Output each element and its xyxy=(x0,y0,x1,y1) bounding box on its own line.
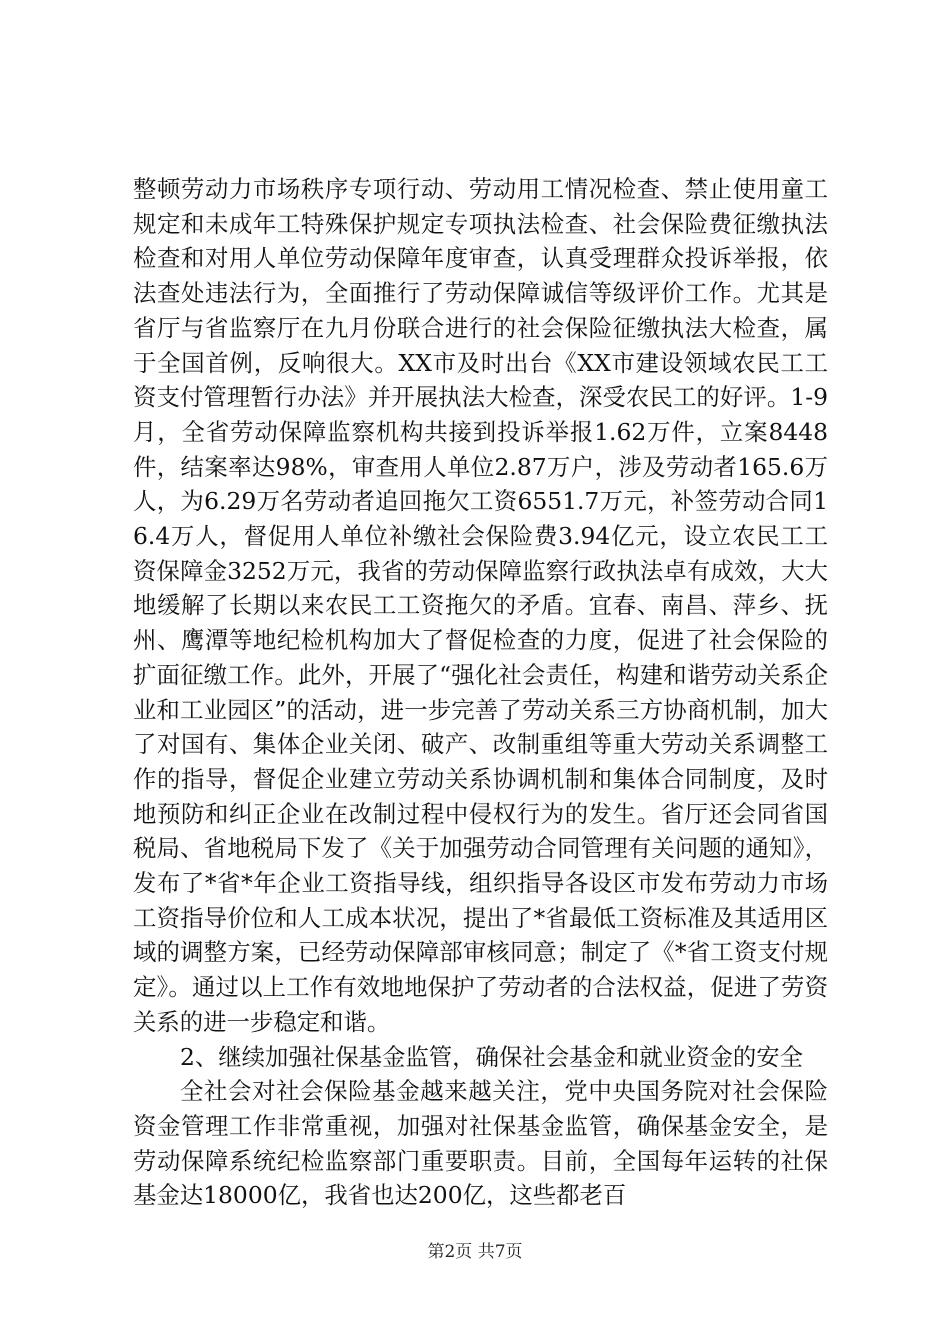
paragraph-labor-inspection: 整顿劳动力市场秩序专项行动、劳动用工情况检查、禁止使用童工规定和未成年工特殊保护规定专项执法检查、社会保险费征缴执法检查和对用人单位劳动保障年度审查，认真受理群众投诉举报，依法查处违法行为，全面推行了劳动保障诚信等级评价工作。尤其是省厅与省监察厅在九月份联合进行的社会保险征缴执法大检查，属于全国首例，反响很大。XX市及时出台《XX市建设领域农民工工资支付管理暂行办法》并开展执法大检查，深受农民工的好评。1-9月，全省劳动保障监察机构共接到投诉举报1.62万件，立案8448件，结案率达98%，审查用人单位2.87万户，涉及劳动者165.6万人，为6.29万名劳动者追回拖欠工资6551.7万元，补签劳动合同16.4万人，督促用人单位补缴社会保险费3.94亿元，设立农民工工资保障金3252万元，我省的劳动保障监察行政执法卓有成效，大大地缓解了长期以来农民工工资拖欠的矛盾。宜春、南昌、萍乡、抚州、鹰潭等地纪检机构加大了督促检查的力度，促进了社会保险的扩面征缴工作。此外，开展了“强化社会责任，构建和谐劳动关系企业和工业园区”的活动，进一步完善了劳动关系三方协商机制，加大了对国有、集体企业关闭、破产、改制重组等重大劳动关系调整工作的指导，督促企业建立劳动关系协调机制和集体合同制度，及时地预防和纠正企业在改制过程中侵权行为的发生。省厅还会同省国税局、省地税局下发了《关于加强劳动合同管理有关问题的通知》，发布了*省*年企业工资指导线，组织指导各设区市发布劳动力市场工资指导价位和人工成本状况，提出了*省最低工资标准及其适用区域的调整方案，已经劳动保障部审核同意；制定了《*省工资支付规定》。通过以上工作有效地地保护了劳动者的合法权益，促进了劳资关系的进一步稳定和谐。 xyxy=(133,175,828,1036)
document-body xyxy=(133,172,828,1213)
page-number-footer: 第2页 共7页 xyxy=(427,1242,523,1262)
section-heading-fund-supervision: 2、继续加强社保基金监管，确保社会基金和就业资金的安全 xyxy=(180,1042,804,1071)
paragraph-fund-supervision: 全社会对社会保险基金越来越关注，党中央国务院对社会保险资金管理工作非常重视，加强对社保基金监管，确保基金安全，是劳动保障系统纪检监察部门重要职责。目前，全国每年运转的社保基金达18000亿，我省也达200亿，这些都老百 xyxy=(133,1077,828,1210)
